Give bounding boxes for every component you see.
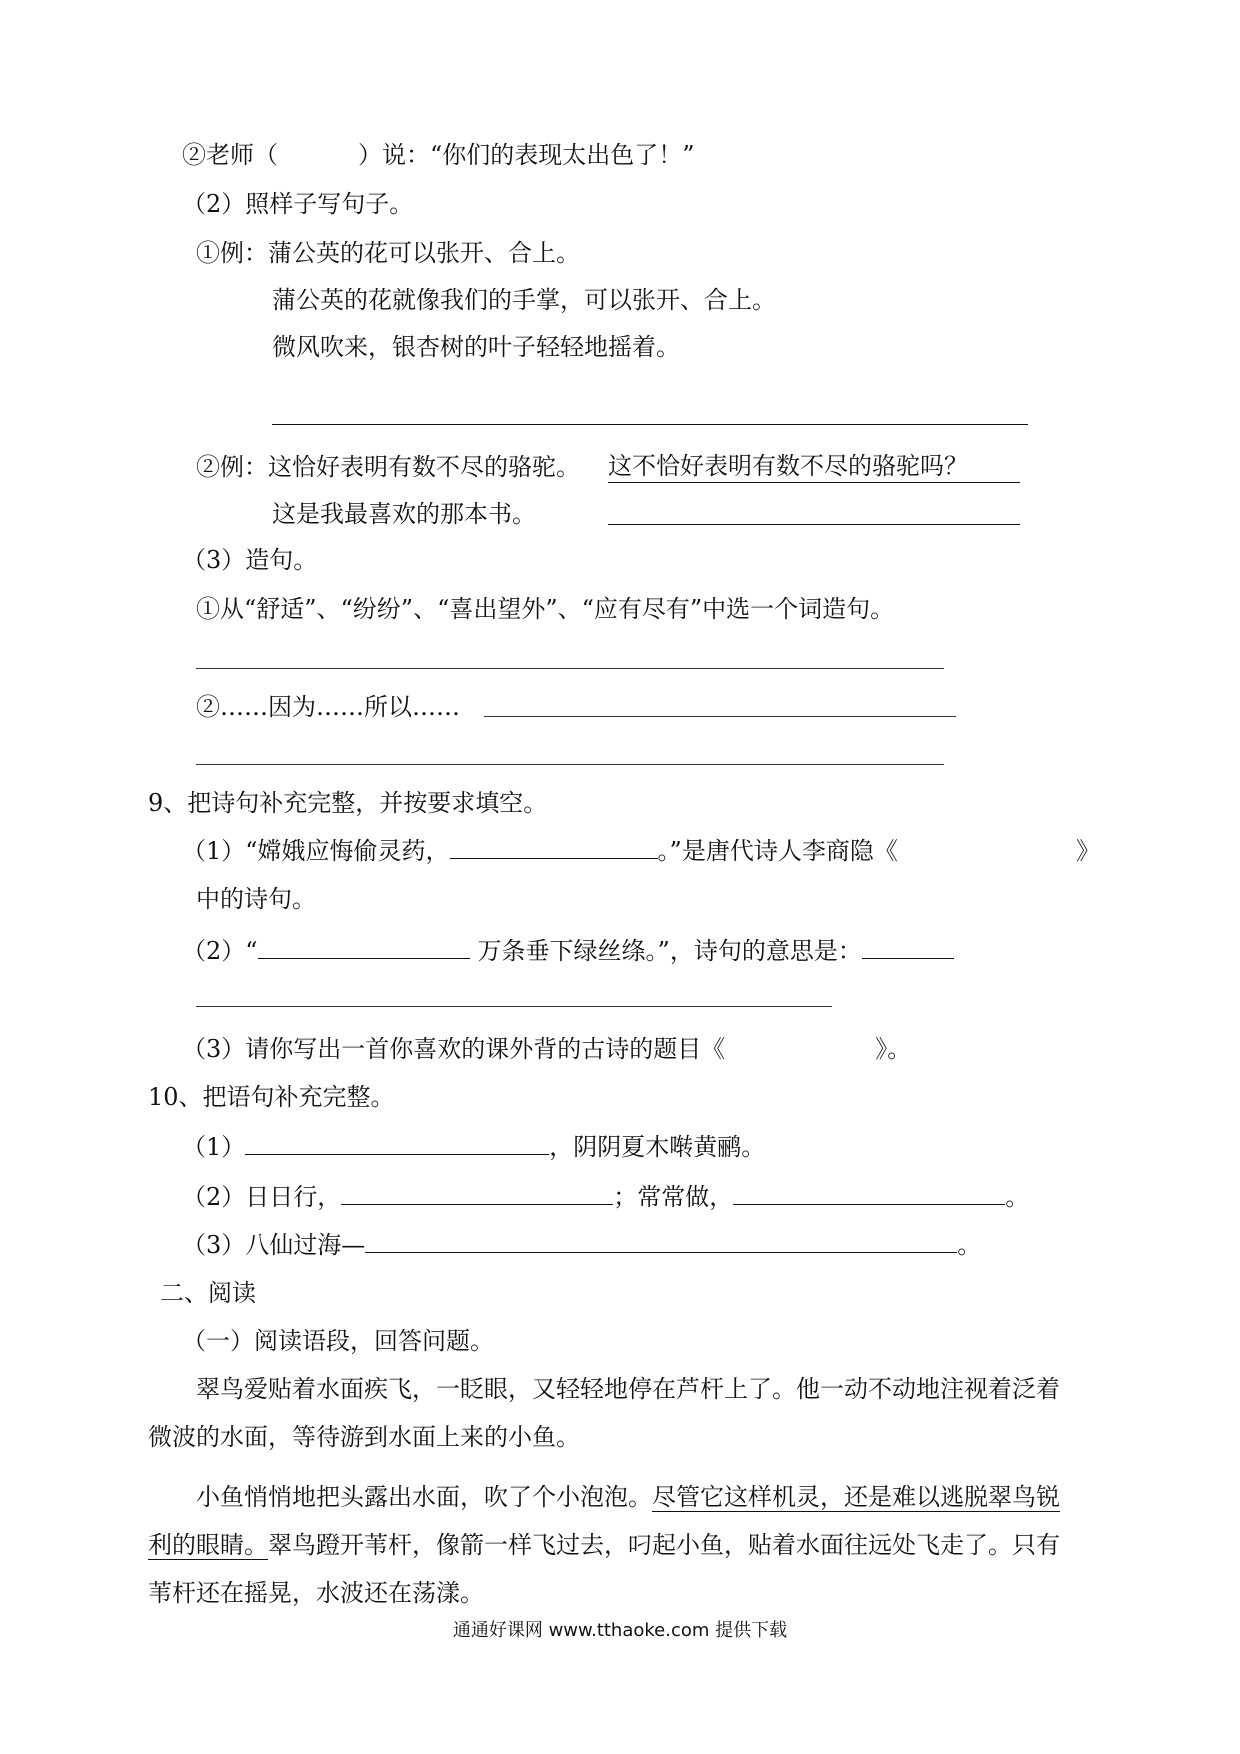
blank[interactable] <box>862 958 954 959</box>
blank[interactable] <box>365 1252 957 1253</box>
blank[interactable] <box>341 1204 613 1205</box>
answer-line[interactable] <box>196 1006 832 1007</box>
underlined-sentence: 利的眼睛。 <box>148 1531 268 1559</box>
q9-title: 9、把诗句补充完整，并按要求填空。 <box>148 789 548 817</box>
blank[interactable] <box>258 958 470 959</box>
blank[interactable] <box>450 858 658 859</box>
section-title: 二、阅读 <box>160 1279 256 1307</box>
q9-part1-bracket: 》 <box>1076 837 1100 865</box>
example2-task: 这是我最喜欢的那本书。 <box>272 500 536 528</box>
q10-part2: （2）日日行， ；常常做， 。 <box>182 1183 1030 1211</box>
q8-part2-title: （2）照样子写句子。 <box>182 190 414 218</box>
page-footer: 通通好课网 www.tthaoke.com 提供下载 <box>452 1620 788 1641</box>
paragraph-line: 苇杆还在摇晃，水波还在荡漾。 <box>148 1579 484 1607</box>
paragraph-line: 利的眼睛。翠鸟蹬开苇杆，像箭一样飞过去，叼起小鱼，贴着水面往远处飞走了。只有 <box>148 1531 1060 1559</box>
q9-part1-cont: 中的诗句。 <box>196 885 316 913</box>
q8-teacher-line: ②老师（ ）说：“你们的表现太出色了！” <box>182 141 695 169</box>
blank[interactable] <box>733 1204 1005 1205</box>
q8-part3-title: （3）造句。 <box>182 546 318 574</box>
example2-label: ②例：这恰好表明有数不尽的骆驼。 <box>196 453 580 481</box>
make-sentence-1: ①从“舒适”、“纷纷”、“喜出望外”、“应有尽有”中选一个词造句。 <box>196 595 895 623</box>
paragraph-line: 微波的水面，等待游到水面上来的小鱼。 <box>148 1423 580 1451</box>
answer-line[interactable] <box>608 524 1020 525</box>
answer-line[interactable] <box>196 668 944 669</box>
example2-answer: 这不恰好表明有数不尽的骆驼吗？ <box>608 450 1020 483</box>
make-sentence-2: ②……因为……所以…… <box>196 693 460 721</box>
answer-line[interactable] <box>196 764 944 765</box>
q10-title: 10、把语句补充完整。 <box>148 1083 395 1111</box>
q9-part2: （2）“ 万条垂下绿丝绦。”，诗句的意思是： <box>182 934 954 968</box>
underlined-sentence: 尽管它这样机灵，还是难以逃脱翠鸟锐 <box>652 1483 1060 1511</box>
example1-answer: 蒲公英的花就像我们的手掌，可以张开、合上。 <box>272 286 776 314</box>
q10-part1: （1） ，阴阴夏木啭黄鹂。 <box>182 1133 766 1161</box>
example1-task: 微风吹来，银杏树的叶子轻轻地摇着。 <box>272 333 680 361</box>
answer-line[interactable] <box>272 424 1028 425</box>
q10-part3: （3）八仙过海— 。 <box>182 1231 982 1259</box>
blank[interactable] <box>245 1154 549 1155</box>
q9-part3: （3）请你写出一首你喜欢的课外背的古诗的题目《 》。 <box>182 1035 912 1063</box>
reading-subtitle: （一）阅读语段，回答问题。 <box>182 1327 494 1355</box>
paragraph-line: 小鱼悄悄地把头露出水面，吹了个小泡泡。尽管它这样机灵，还是难以逃脱翠鸟锐 <box>196 1483 1060 1511</box>
answer-line[interactable] <box>484 716 956 717</box>
q9-part1: （1）“嫦娥应悔偷灵药， 。”是唐代诗人李商隐《 <box>182 837 898 865</box>
paragraph-line: 翠鸟爱贴着水面疾飞，一眨眼，又轻轻地停在芦杆上了。他一动不动地注视着泛着 <box>196 1375 1060 1403</box>
example1-label: ①例：蒲公英的花可以张开、合上。 <box>196 239 580 267</box>
